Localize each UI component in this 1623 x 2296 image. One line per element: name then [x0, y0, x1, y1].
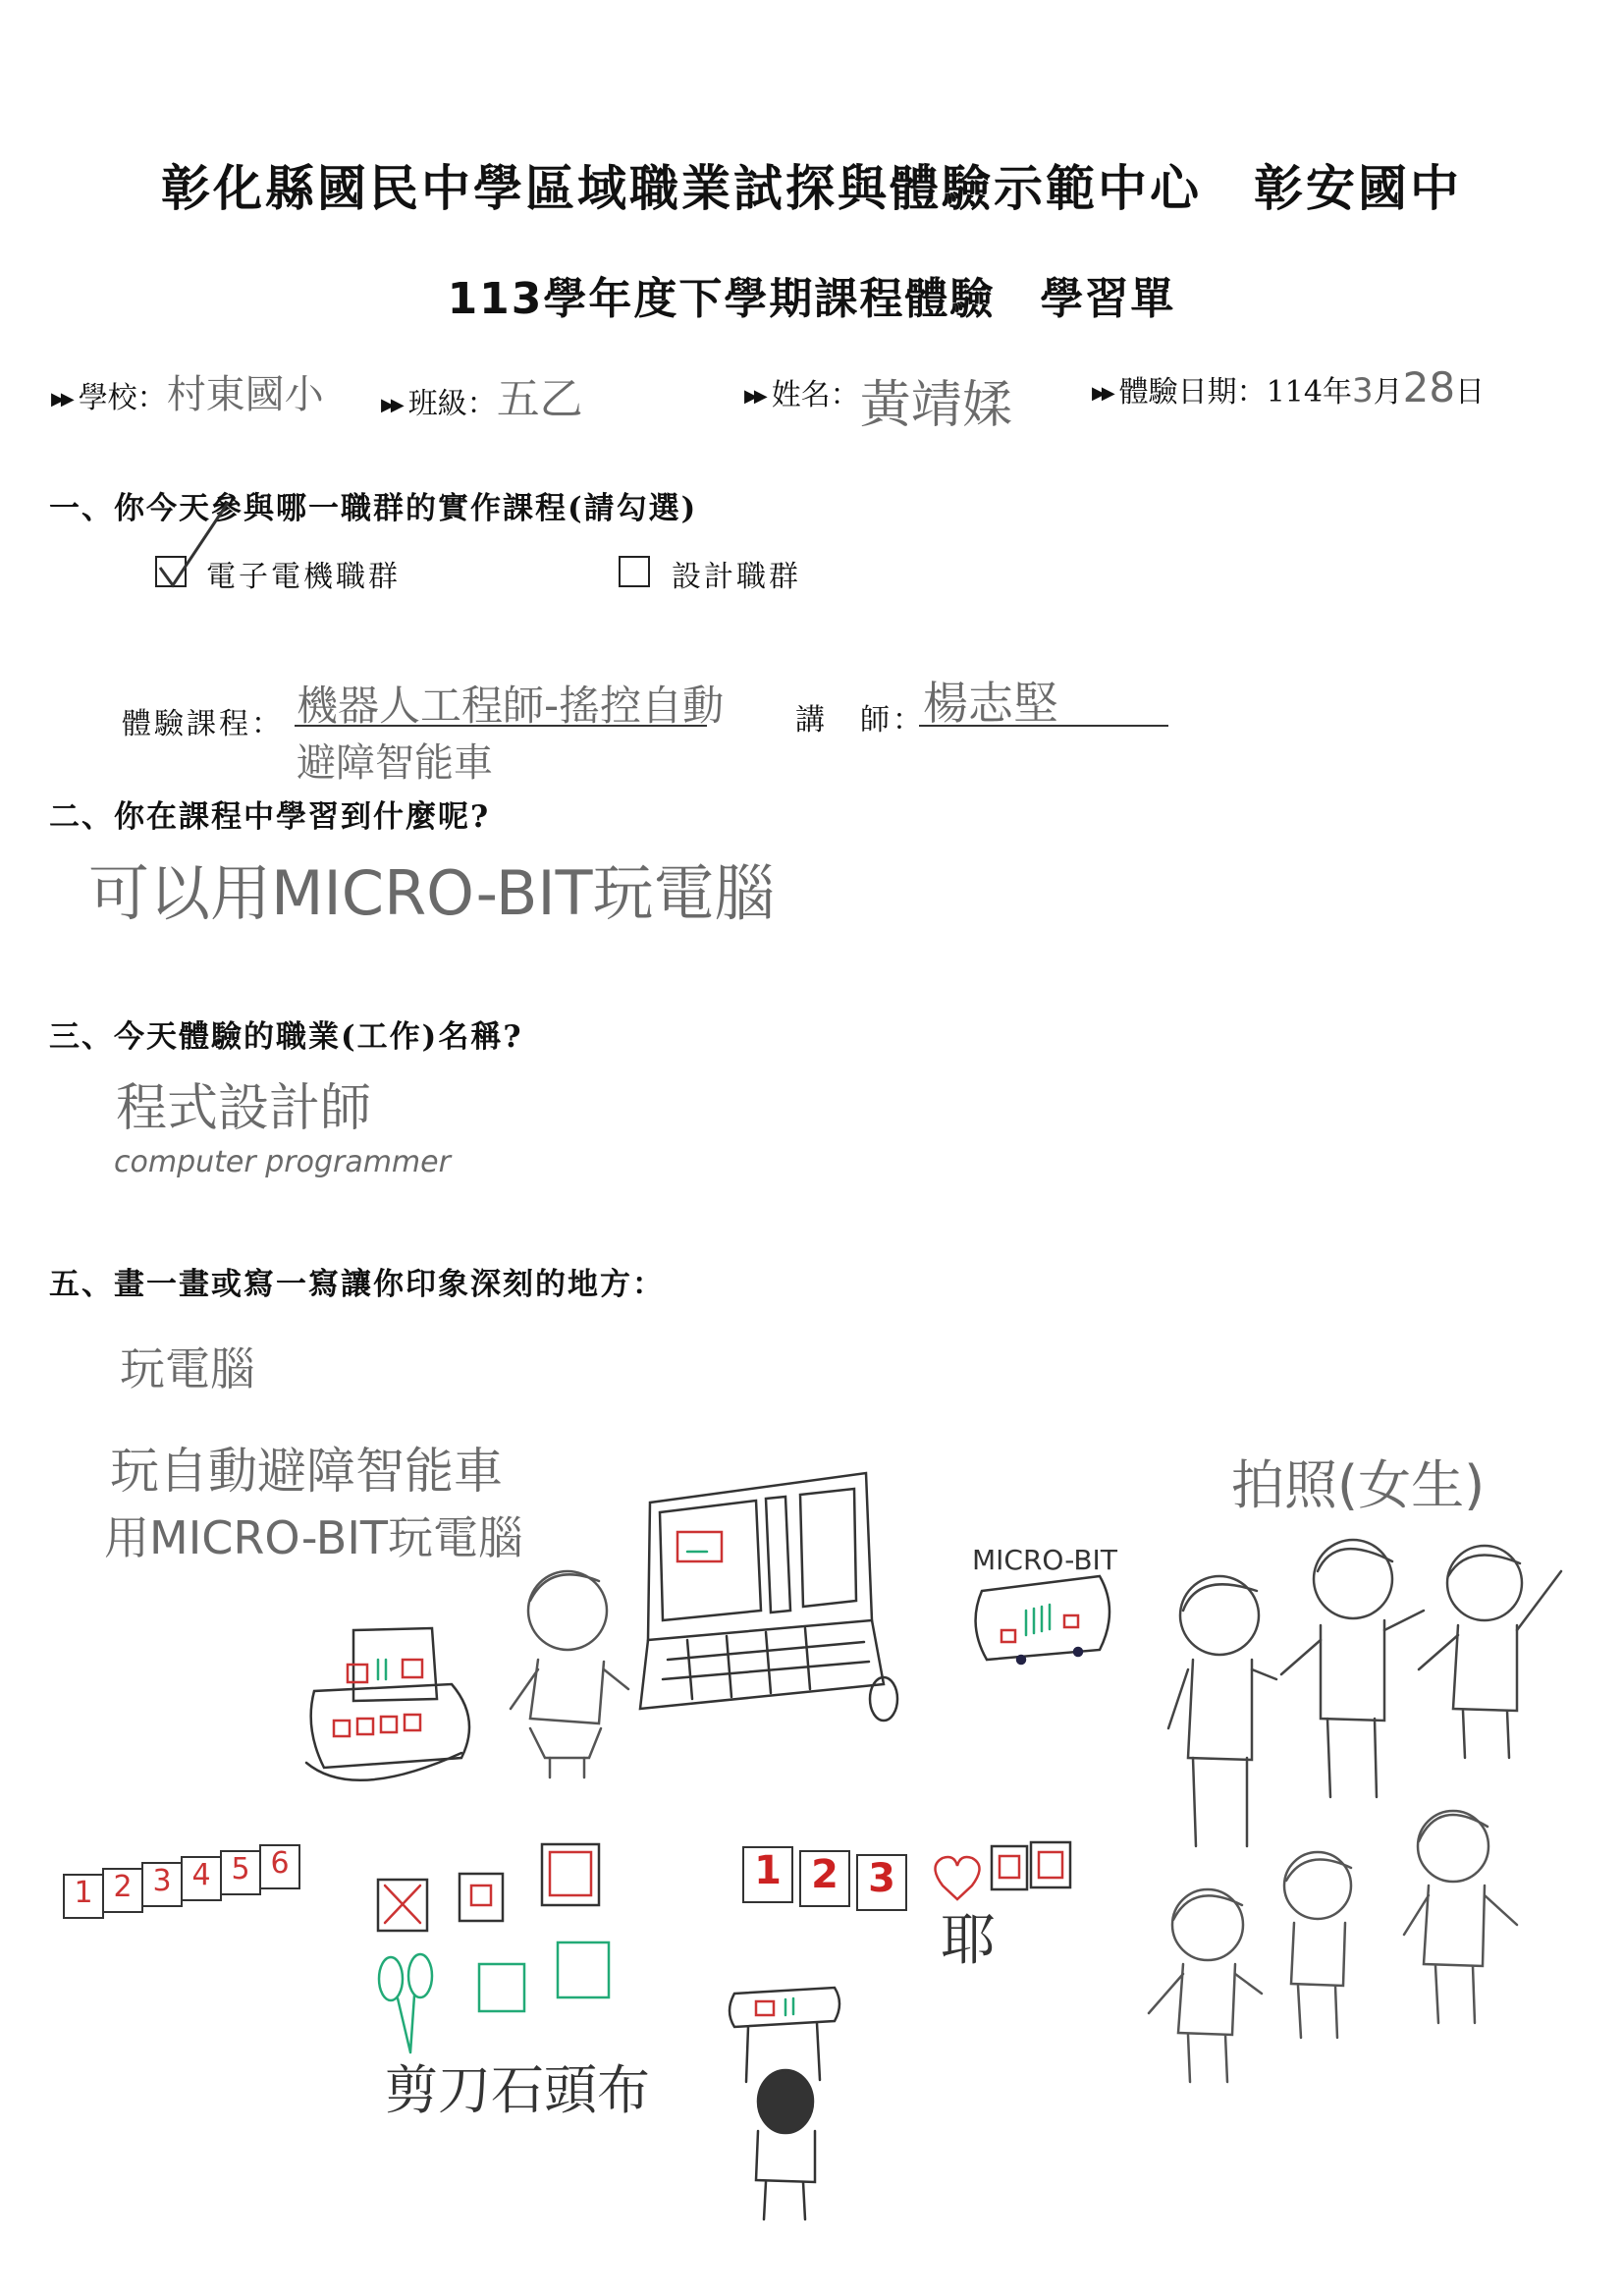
name-label: 姓名： [771, 378, 860, 412]
teacher-label: 講 師： [795, 703, 925, 738]
counter-1-digit: 2 [102, 1868, 143, 1913]
course-label: 體驗課程： [122, 707, 284, 741]
school-value: 村東國小 [166, 372, 324, 417]
question-1: 一、你今天參與哪一職群的實作課程(請勾選) [49, 491, 698, 526]
class-label: 班級： [407, 387, 497, 421]
date-day-unit: 日 [1455, 375, 1486, 410]
option-design-label: 設計職群 [672, 560, 801, 594]
microbit-label: MICRO-BIT [972, 1544, 1117, 1576]
laptop-icon [640, 1473, 897, 1721]
date-field [1092, 363, 1485, 411]
drawing-text-1: 玩電腦 [120, 1342, 255, 1395]
counter-2-caption: 耶 [941, 1909, 996, 1973]
arrow-icon: ▶▶ [51, 389, 71, 410]
counter-1-digit: 1 [63, 1874, 104, 1919]
counter-2-digit: 1 [742, 1846, 793, 1903]
microbit-board-icon [976, 1576, 1109, 1664]
page-subtitle: 113學年度下學期課程體驗 學習單 [447, 274, 1176, 324]
arrow-icon: ▶▶ [1092, 383, 1111, 404]
date-month-unit: 月 [1373, 375, 1403, 410]
answer-3-en: computer programmer [114, 1145, 451, 1179]
arrow-icon: ▶▶ [744, 386, 764, 407]
heart-icon [936, 1857, 980, 1899]
teacher-underline [919, 725, 1168, 727]
course-value-line-2: 避障智能車 [297, 740, 493, 786]
rps-boxes [378, 1844, 609, 2011]
class-value: 五乙 [496, 374, 583, 424]
question-3: 三、今天體驗的職業(工作)名稱? [49, 1019, 523, 1055]
rps-caption: 剪刀石頭布 [385, 2059, 650, 2121]
class-field [381, 363, 583, 426]
question-2: 二、你在課程中學習到什麼呢? [49, 799, 491, 835]
name-value: 黃靖媃 [859, 376, 1013, 435]
name-field [744, 363, 1013, 437]
girls-group-bottom [1149, 1811, 1517, 2082]
counter-1-digit: 3 [141, 1862, 183, 1907]
photo-caption: 拍照(女生) [1231, 1454, 1486, 1516]
drawing-text-3: 用MICRO-BIT玩電腦 [104, 1511, 524, 1564]
counter-1-digit: 4 [181, 1856, 222, 1901]
course-value-line-1: 機器人工程師-搖控自動 [297, 682, 725, 730]
counter-2-digit: 3 [856, 1854, 907, 1911]
school-label: 學校： [78, 381, 167, 415]
teacher-value: 楊志堅 [923, 677, 1058, 730]
date-year: 114 [1266, 375, 1323, 410]
counter-1-digit: 5 [220, 1850, 261, 1895]
answer-2: 可以用MICRO-BIT玩電腦 [88, 857, 776, 929]
date-day: 28 [1402, 363, 1456, 411]
date-year-unit: 年 [1322, 375, 1352, 410]
question-5: 五、畫一畫或寫一寫讓你印象深刻的地方： [49, 1267, 665, 1302]
child-holding-car [730, 1988, 839, 2219]
checkbox-design[interactable] [619, 556, 650, 587]
checkbox-electronics[interactable] [155, 556, 187, 587]
option-electronics-label: 電子電機職群 [206, 560, 401, 594]
girl-figure [511, 1571, 628, 1777]
course-underline [295, 725, 707, 727]
counter-2-digit: 2 [799, 1850, 850, 1907]
girls-group-top [1168, 1540, 1561, 1846]
answer-3-zh: 程式設計師 [116, 1079, 372, 1138]
arrow-icon: ▶▶ [381, 395, 401, 415]
drawing-text-2: 玩自動避障智能車 [110, 1443, 503, 1500]
page-title: 彰化縣國民中學區域職業試探與體驗示範中心 彰安國中 [161, 159, 1462, 217]
counter-1-digit: 6 [259, 1844, 300, 1889]
school-field [51, 363, 324, 419]
robot-car-icon [306, 1628, 469, 1780]
date-label: 體驗日期： [1118, 375, 1267, 410]
date-month: 3 [1351, 371, 1374, 410]
scissors-icon [379, 1954, 432, 2052]
